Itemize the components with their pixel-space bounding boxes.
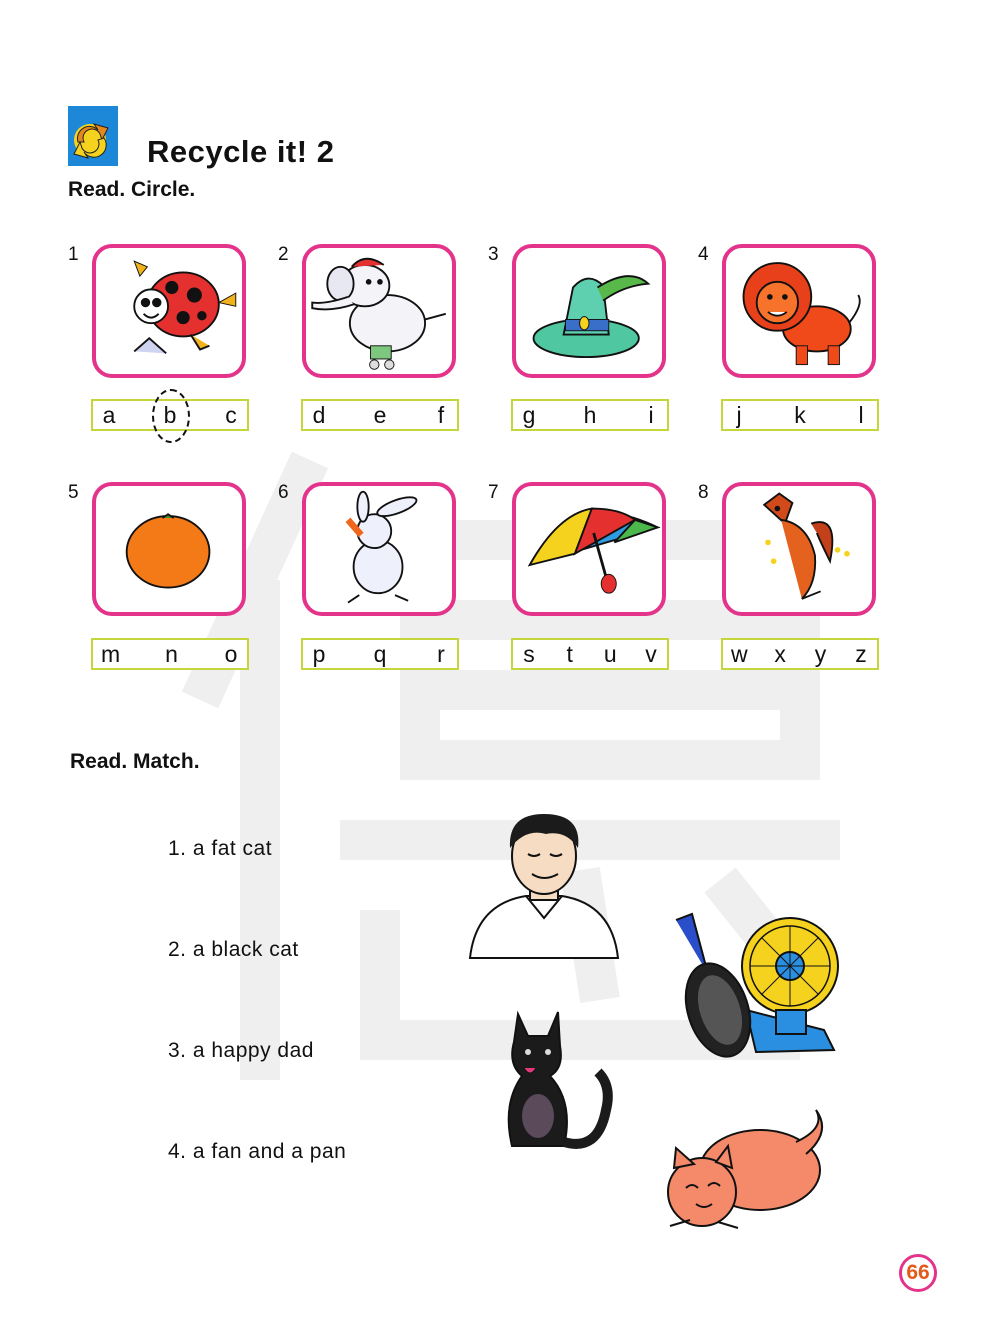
orange-icon bbox=[96, 486, 242, 612]
letter-option[interactable]: z bbox=[855, 640, 867, 667]
item-number-6: 6 bbox=[278, 482, 289, 503]
letter-option[interactable]: k bbox=[794, 401, 806, 428]
letter-option[interactable]: d bbox=[312, 401, 326, 428]
letter-box-1 bbox=[91, 399, 249, 431]
letter-option[interactable]: p bbox=[312, 640, 326, 667]
match-phrase-1[interactable]: 1. a fat cat bbox=[168, 837, 273, 860]
letter-option[interactable]: v bbox=[645, 640, 657, 667]
letter-box-8 bbox=[721, 638, 879, 670]
item-number-4: 4 bbox=[698, 244, 709, 265]
picture-lion bbox=[722, 244, 876, 378]
letter-option[interactable]: e bbox=[373, 401, 387, 428]
letter-option[interactable]: y bbox=[814, 640, 827, 667]
picture-ladybug bbox=[92, 244, 246, 378]
letter-box-4 bbox=[721, 399, 879, 431]
letter-option[interactable]: s bbox=[523, 640, 535, 667]
fox-icon bbox=[726, 486, 872, 612]
letter-box-2 bbox=[301, 399, 459, 431]
letter-option[interactable]: r bbox=[437, 640, 445, 667]
letter-option[interactable]: q bbox=[373, 640, 387, 667]
black-cat-icon[interactable] bbox=[494, 1006, 620, 1162]
ladybug-icon bbox=[96, 248, 242, 374]
picture-umbrella bbox=[512, 482, 666, 616]
rabbit-icon bbox=[306, 486, 452, 612]
match-phrase-4[interactable]: 4. a fan and a pan bbox=[168, 1140, 347, 1163]
item-number-7: 7 bbox=[488, 482, 499, 503]
letter-option[interactable]: a bbox=[102, 401, 116, 428]
letter-option[interactable]: g bbox=[522, 401, 536, 428]
picture-orange bbox=[92, 482, 246, 616]
hat-icon bbox=[516, 248, 662, 374]
letter-option[interactable]: u bbox=[603, 640, 617, 667]
dad-icon[interactable] bbox=[466, 808, 622, 964]
letter-box-6 bbox=[301, 638, 459, 670]
item-number-8: 8 bbox=[698, 482, 709, 503]
match-phrase-2[interactable]: 2. a black cat bbox=[168, 938, 299, 961]
umbrella-icon bbox=[516, 486, 662, 612]
letter-option[interactable]: f bbox=[437, 401, 445, 428]
item-number-5: 5 bbox=[68, 482, 79, 503]
picture-hat bbox=[512, 244, 666, 378]
letter-option[interactable]: t bbox=[566, 640, 573, 667]
letter-box-7 bbox=[511, 638, 669, 670]
letter-option[interactable]: o bbox=[224, 640, 238, 667]
letter-option[interactable]: i bbox=[648, 401, 654, 428]
picture-elephant bbox=[302, 244, 456, 378]
letter-option-circled[interactable]: b bbox=[163, 401, 177, 428]
instruction-match: Read. Match. bbox=[70, 750, 200, 773]
letter-option[interactable]: h bbox=[583, 401, 597, 428]
letter-option[interactable]: n bbox=[165, 640, 178, 667]
letter-option[interactable]: m bbox=[101, 640, 121, 667]
elephant-icon bbox=[306, 248, 452, 374]
picture-rabbit bbox=[302, 482, 456, 616]
page-number: 66 bbox=[899, 1254, 937, 1292]
match-phrase-3[interactable]: 3. a happy dad bbox=[168, 1039, 314, 1062]
letter-option[interactable]: j bbox=[736, 401, 742, 428]
instruction-circle: Read. Circle. bbox=[68, 178, 196, 201]
letter-option[interactable]: c bbox=[225, 401, 237, 428]
letter-option[interactable]: w bbox=[731, 640, 748, 667]
fan-and-pan-icon[interactable] bbox=[664, 910, 854, 1066]
item-number-1: 1 bbox=[68, 244, 79, 265]
letter-option[interactable]: x bbox=[774, 640, 786, 667]
page-title: Recycle it! 2 bbox=[147, 134, 335, 169]
fat-cat-icon[interactable] bbox=[656, 1108, 828, 1238]
letter-box-5 bbox=[91, 638, 249, 670]
lion-icon bbox=[726, 248, 872, 374]
item-number-2: 2 bbox=[278, 244, 289, 265]
letter-option[interactable]: l bbox=[858, 401, 864, 428]
item-number-3: 3 bbox=[488, 244, 499, 265]
recycle-icon bbox=[68, 106, 118, 166]
picture-fox bbox=[722, 482, 876, 616]
letter-box-3 bbox=[511, 399, 669, 431]
